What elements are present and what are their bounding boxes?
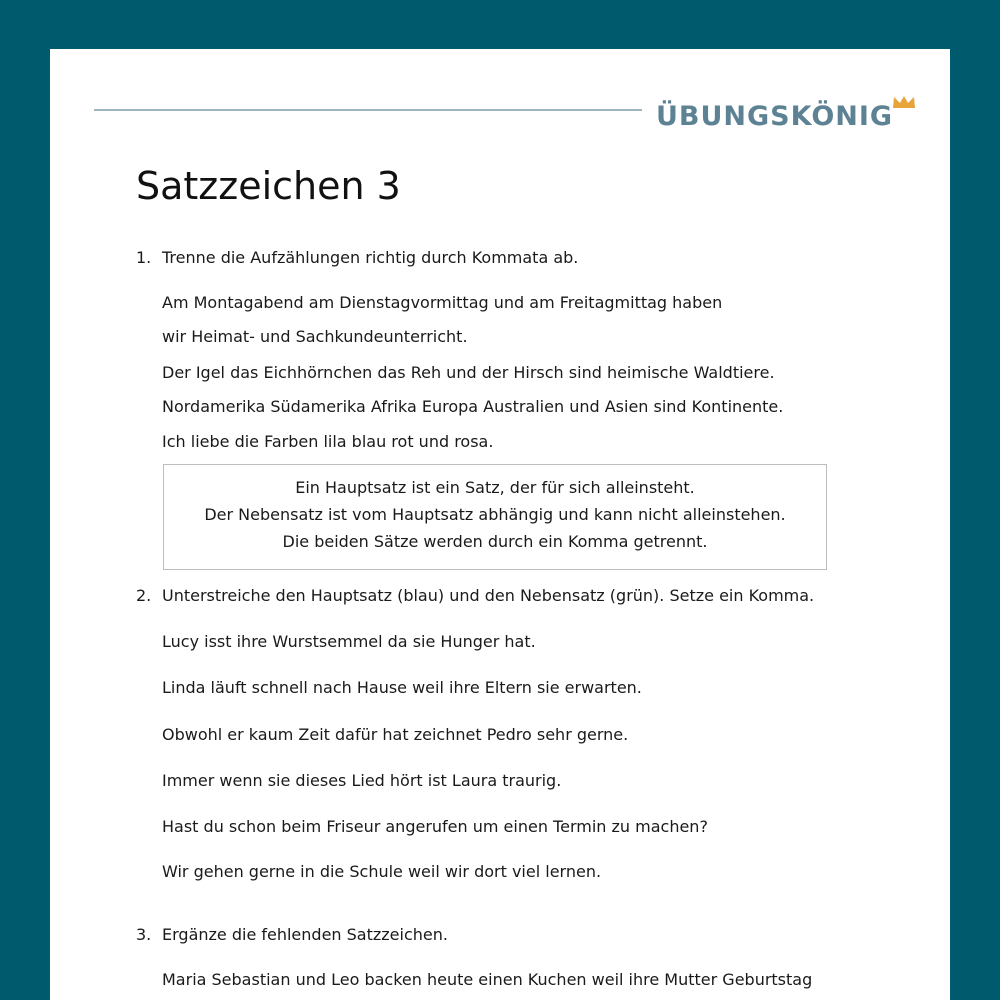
info-line: Der Nebensatz ist vom Hauptsatz abhängig und kann nicht alleinstehen. [204,505,786,524]
brand-logo: ÜBUNGSKÖNIG [656,101,894,132]
crown-icon [892,95,916,109]
task-3-number: 3. [136,925,152,944]
task-2-line: Lucy isst ihre Wurstsemmel da sie Hunger hat. [162,632,536,651]
task-1-instruction: Trenne die Aufzählungen richtig durch Kommata ab. [162,248,579,267]
task-3-instruction: Ergänze die fehlenden Satzzeichen. [162,925,448,944]
info-line: Die beiden Sätze werden durch ein Komma getrennt. [282,532,708,551]
task-3-line: Maria Sebastian und Leo backen heute einen Kuchen weil ihre Mutter Geburtstag [162,970,813,989]
task-2-line: Obwohl er kaum Zeit dafür hat zeichnet Pedro sehr gerne. [162,725,629,744]
task-2-line: Linda läuft schnell nach Hause weil ihre Eltern sie erwarten. [162,678,642,697]
task-1-line: Ich liebe die Farben lila blau rot und rosa. [162,432,494,451]
grammar-info-box [163,464,827,570]
task-2-instruction: Unterstreiche den Hauptsatz (blau) und den Nebensatz (grün). Setze ein Komma. [162,586,815,605]
task-1-line: wir Heimat- und Sachkundeunterricht. [162,327,468,346]
task-2-line: Immer wenn sie dieses Lied hört ist Laura traurig. [162,771,562,790]
task-1-line: Der Igel das Eichhörnchen das Reh und der Hirsch sind heimische Waldtiere. [162,363,775,382]
task-1-line: Am Montagabend am Dienstagvormittag und am Freitagmittag haben [162,293,723,312]
task-2-line: Wir gehen gerne in die Schule weil wir dort viel lernen. [162,862,602,881]
worksheet-page [50,49,950,1000]
header-rule [94,109,642,111]
page-title: Satzzeichen 3 [136,164,401,208]
task-2-number: 2. [136,586,152,605]
info-line: Ein Hauptsatz ist ein Satz, der für sich alleinsteht. [295,478,695,497]
task-2-line: Hast du schon beim Friseur angerufen um einen Termin zu machen? [162,817,708,836]
task-1-number: 1. [136,248,152,267]
task-1-line: Nordamerika Südamerika Afrika Europa Australien und Asien sind Kontinente. [162,397,784,416]
